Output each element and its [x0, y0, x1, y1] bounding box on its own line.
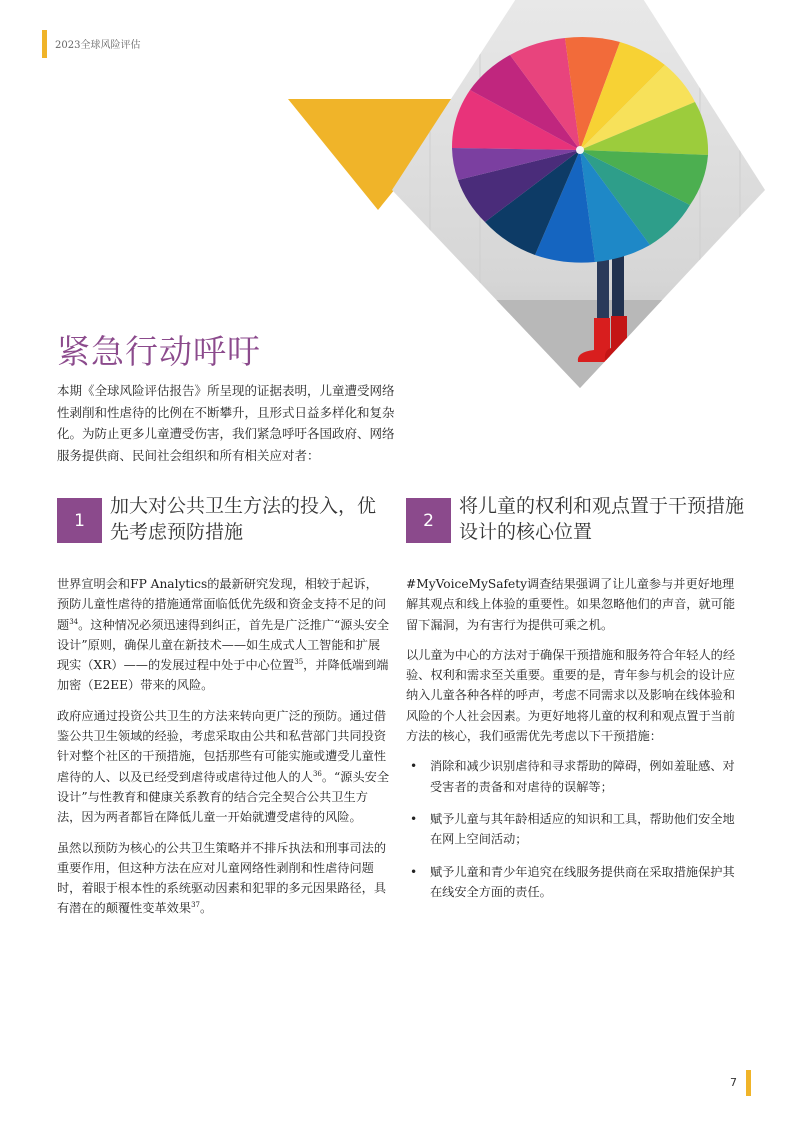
header-accent-bar: [42, 30, 47, 58]
section1-paragraph: 虽然以预防为核心的公共卫生策略并不排斥执法和刑事司法的重要作用，但这种方法在应对儿童网络性剥削和性虐待问题时，着眼于根本性的系统驱动因素和犯罪的多元因果路径，具有潜在的颠覆性变革效果$^{37}$。: [57, 840, 387, 916]
umbrella-photo-icon: [380, 0, 780, 400]
intervention-list: [406, 756, 739, 902]
section2-title: 将儿童的权利和观点置于干预措施设计的核心位置: [459, 495, 745, 543]
report-title: 2023全球风险评估: [55, 40, 141, 51]
section1-title: 加大对公共卫生方法的投入，优先考虑预防措施: [110, 495, 377, 543]
footnote-ref: 37: [191, 901, 200, 910]
section-number-badge: 1: [57, 498, 102, 543]
section2-body: [406, 574, 739, 914]
section1-paragraph: 政府应通过投资公共卫生的方法来转向更广泛的预防。通过借鉴公共卫生领域的经验，考虑采取由公共和私营部门共同投资针对整个社区的干预措施，包括那些有可能实施或遭受儿童性虐待的人、以及已经受到虐待或虐待过他人的人$^{36}$。“源头安全设计”与性教育和健康关系教育的结合完全契合公共卫生方法，因为两者都旨在降低儿童一开始就遭受虐待的风险。: [57, 708, 390, 825]
page-number: 7: [730, 1076, 737, 1089]
hero-image: [280, 0, 793, 400]
section2-paragraph: #MyVoiceMySafety调查结果强调了让儿童参与并更好地理解其观点和线上体验的重要性。如果忽略他们的声音，就可能留下漏洞，为有害行为提供可乘之机。: [406, 577, 736, 632]
list-item: • 赋予儿童与其年龄相适应的知识和工具，帮助他们安全地在网上空间活动；: [406, 809, 739, 850]
list-item: • 消除和减少识别虐待和寻求帮助的障碍，例如羞耻感、对受害者的责备和对虐待的误解等；: [406, 756, 739, 797]
page-accent-bar: [746, 1070, 751, 1096]
footnote-ref: 35: [294, 658, 304, 667]
footnote-ref: 36: [312, 769, 322, 778]
section-number-badge: 2: [406, 498, 451, 543]
page-title: 紧急行动呼吁: [57, 332, 261, 371]
footnote-ref: 34: [69, 617, 79, 626]
list-item: • 赋予儿童和青少年追究在线服务提供商在采取措施保护其在线安全方面的责任。: [406, 862, 739, 903]
intro-paragraph: 本期《全球风险评估报告》所呈现的证据表明，儿童遭受网络性剥削和性虐待的比例在不断攀升，且形式日益多样化和复杂化。为防止更多儿童遭受伤害，我们紧急呼吁各国政府、网络服务提供商、民间社会组织和所有相关应对者：: [57, 383, 395, 463]
section1-body: [57, 574, 390, 929]
section2-paragraph: 以儿童为中心的方法对于确保干预措施和服务符合年轻人的经验、权利和需求至关重要。重要的是，青年参与机会的设计应纳入儿童各种各样的呼声，考虑不同需求以及影响在线体验和风险的个人社会因素。为更好地将儿童的权利和观点置于当前方法的核心，我们亟需优先考虑以下干预措施：: [406, 647, 736, 744]
section1-paragraph: 世界宣明会和FP Analytics的最新研究发现，相较于起诉，预防儿童性虐待的措施通常面临低优先级和资金支持不足的问题$^{34}$。这种情况必须迅速得到纠正，首先是广泛推广“源头安全设计”原则，确保儿童在新技术——如生成式人工智能和扩展现实（XR）——的发展过程中处于中心位置$^{35}$，并降低端到端加密（E2EE）带来的风险。: [57, 577, 390, 693]
